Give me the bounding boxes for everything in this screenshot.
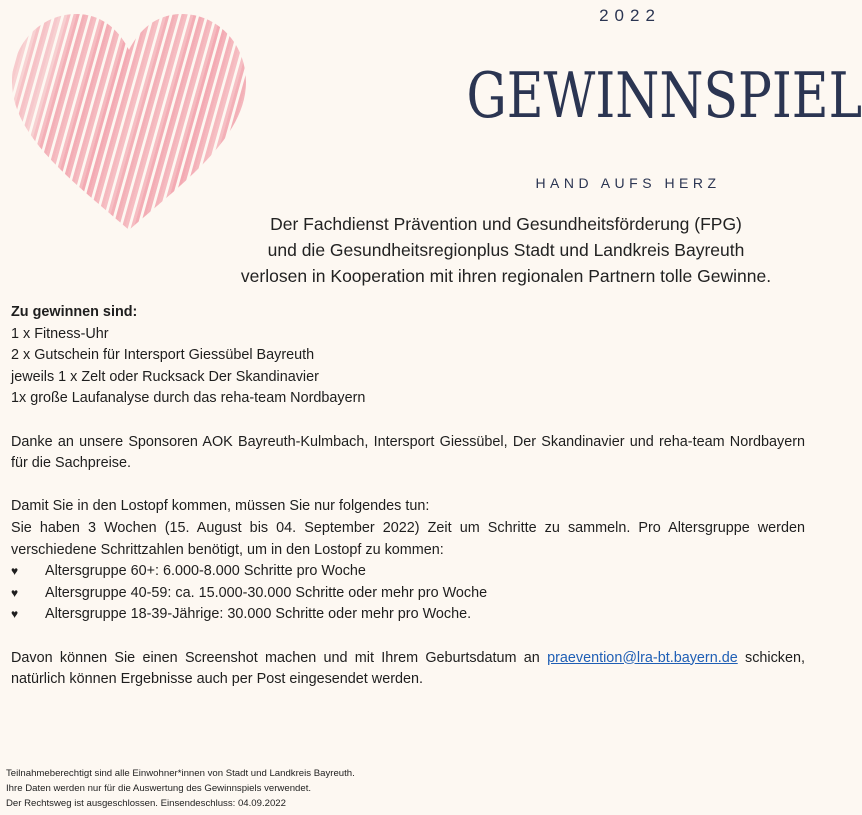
age-group-item: [11, 604, 805, 626]
instructions-intro: Damit Sie in den Lostopf kommen, müssen Sie nur folgendes tun:: [11, 498, 430, 515]
prize-item: 1x große Laufanalyse durch das reha-team Nordbayern: [11, 390, 366, 407]
prize-item: jeweils 1 x Zelt oder Rucksack Der Skandinavier: [11, 368, 319, 385]
intro-line: verlosen in Kooperation mit ihren regionalen Partnern tolle Gewinne.: [240, 266, 772, 286]
intro-line: Der Fachdienst Prävention und Gesundheitsförderung (FPG): [270, 214, 742, 234]
main-content: [11, 302, 805, 691]
intro-paragraph: [200, 211, 812, 289]
submission-text-before: Davon können Sie einen Screenshot machen und mit Ihrem Geburtsdatum an: [11, 649, 548, 666]
submission-text: [11, 648, 805, 691]
prize-item: 2 x Gutschein für Intersport Giessübel Bayreuth: [11, 347, 315, 364]
footer-disclaimer: [6, 766, 606, 811]
submission-text-after: schicken, natürlich können Ergebnisse auch per Post eingesendet werden.: [11, 649, 805, 688]
instructions-text: Sie haben 3 Wochen (15. August bis 04. September 2022) Zeit um Schritte zu sammeln. Pro Altersgruppe werden verschiedene Schrittzahlen benötigt, um in den Lostopf zu kommen:: [11, 519, 805, 558]
footer-line: Teilnahmeberechtigt sind alle Einwohner*innen von Stadt und Landkreis Bayreuth.: [6, 768, 355, 779]
heart-bullet-icon: ♥: [11, 585, 19, 600]
heart-scribble-icon: [4, 2, 254, 242]
heart-bullet-icon: ♥: [11, 607, 19, 622]
age-group-list: [11, 561, 805, 626]
subtitle: HAND AUFS HERZ: [535, 175, 721, 191]
intro-line: und die Gesundheitsregionplus Stadt und Landkreis Bayreuth: [267, 240, 745, 260]
email-link[interactable]: praevention@lra-bt.bayern.de: [547, 649, 738, 666]
page-title: GEWINNSPIEL: [466, 59, 862, 132]
footer-line: Der Rechtsweg ist ausgeschlossen. Einsendeschluss: 04.09.2022: [6, 798, 286, 809]
age-group-item: [11, 561, 805, 583]
heart-bullet-icon: ♥: [11, 564, 19, 579]
footer-line: Ihre Daten werden nur für die Auswertung des Gewinnspiels verwendet.: [6, 783, 312, 794]
prizes-heading: Zu gewinnen sind:: [11, 304, 138, 320]
age-group-item: [11, 583, 805, 605]
prize-item: 1 x Fitness-Uhr: [11, 325, 109, 342]
year-label: 2022: [599, 6, 661, 25]
sponsors-text: Danke an unsere Sponsoren AOK Bayreuth-Kulmbach, Intersport Giessübel, Der Skandinavier und reha-team Nordbayern für die Sachpreise.: [11, 433, 805, 472]
age-group-text: Altersgruppe 18-39-Jährige: 30.000 Schritte oder mehr pro Woche.: [45, 606, 472, 623]
age-group-text: Altersgruppe 40-59: ca. 15.000-30.000 Schritte oder mehr pro Woche: [45, 584, 488, 601]
age-group-text: Altersgruppe 60+: 6.000-8.000 Schritte pro Woche: [45, 563, 366, 580]
